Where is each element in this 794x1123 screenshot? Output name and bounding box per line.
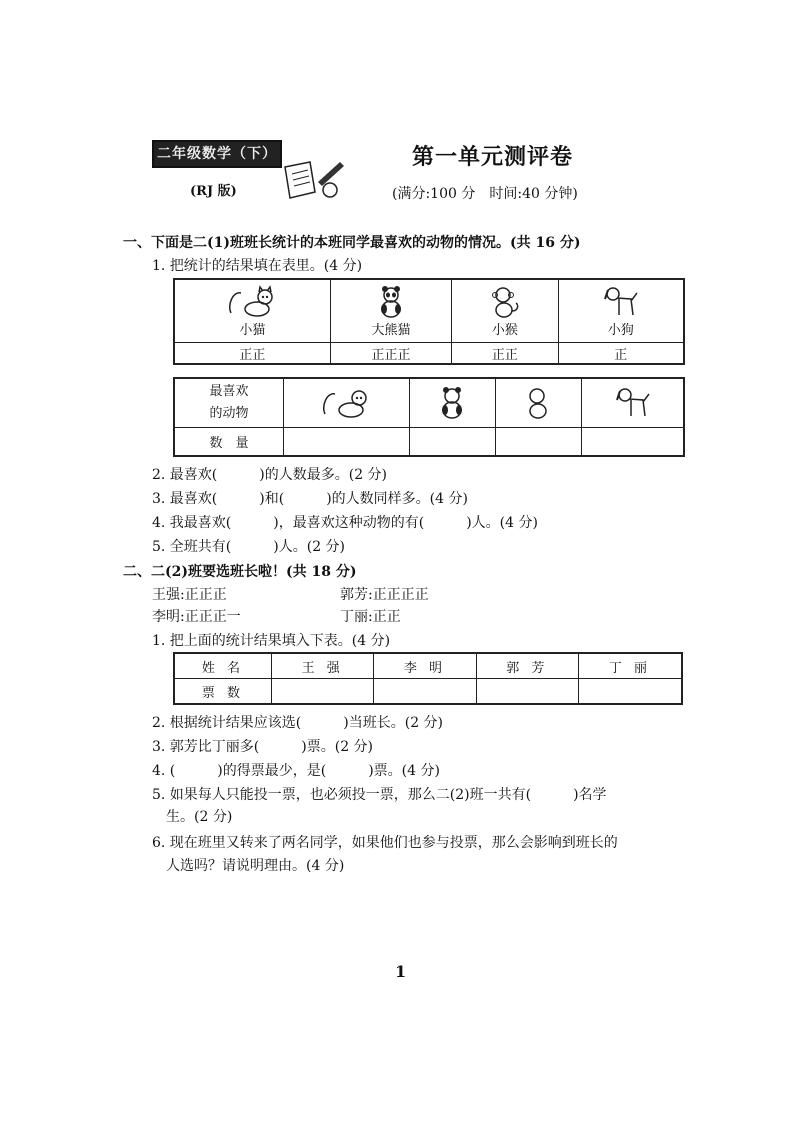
section1-q2: 2. 最喜欢( )的人数最多。(2 分) <box>152 467 388 483</box>
section2-q1: 1. 把上面的统计结果填入下表。(4 分) <box>152 633 391 649</box>
animal-name: 小猫 <box>239 323 266 338</box>
section1-q5: 5. 全班共有( )人。(2 分) <box>152 539 346 555</box>
count-input-cell[interactable] <box>409 428 495 457</box>
panda-icon <box>374 285 408 319</box>
dog-icon <box>613 386 653 420</box>
monkey-icon <box>522 386 556 420</box>
panda-image-cell <box>409 378 495 428</box>
panda-cell <box>330 279 451 343</box>
header-line2: 的动物 <box>209 406 249 421</box>
page-subtitle: (满分:100 分 时间:40 分钟) <box>392 186 578 202</box>
section2-q3: 3. 郭芳比丁丽多( )票。(2 分) <box>152 739 374 755</box>
count-input-cell[interactable] <box>582 428 684 457</box>
cat-cell <box>174 279 330 343</box>
section2-q4: 4. ( )的得票最少，是( )票。(4 分) <box>152 763 440 779</box>
vote-input-cell[interactable] <box>374 679 476 705</box>
section1-heading: 一、下面是二(1)班班长统计的本班同学最喜欢的动物的情况。(共 16 分) <box>123 235 581 251</box>
panda-icon <box>435 386 469 420</box>
name-label: 姓 名 <box>174 653 272 679</box>
page-number: 1 <box>395 962 407 981</box>
section2-q5-line2: 生。(2 分) <box>166 809 233 825</box>
animal-name: 小狗 <box>607 323 634 338</box>
votes-label: 票 数 <box>174 679 272 705</box>
count-label: 数 量 <box>174 428 284 457</box>
header-line1: 最喜欢 <box>209 384 249 399</box>
count-input-cell[interactable] <box>284 428 410 457</box>
tally-cell: 正正 <box>452 343 558 365</box>
name-cell: 郭 芳 <box>476 653 578 679</box>
monkey-cell <box>452 279 558 343</box>
tally-cell: 正正正 <box>330 343 451 365</box>
section1-q3: 3. 最喜欢( )和( )的人数同样多。(4 分) <box>152 491 468 507</box>
cat-icon <box>227 285 277 319</box>
section1-q1: 1. 把统计的结果填在表里。(4 分) <box>152 258 363 274</box>
votes-guo: 郭芳:正正正正 <box>340 587 429 603</box>
dog-image-cell <box>582 378 684 428</box>
dog-icon <box>601 285 641 319</box>
cat-icon <box>321 386 371 420</box>
dog-cell <box>558 279 684 343</box>
monkey-icon <box>488 285 522 319</box>
section2-q5-line1: 5. 如果每人只能投一票，也必须投一票，那么二(2)班一共有( )名学 <box>152 787 607 803</box>
favorite-animal-header <box>174 378 284 428</box>
page-title: 第一单元测评卷 <box>412 144 574 170</box>
cat-image-cell <box>284 378 410 428</box>
animal-count-table <box>173 377 685 457</box>
animal-name: 大熊猫 <box>371 323 411 338</box>
name-cell: 丁 丽 <box>578 653 682 679</box>
book-icon <box>280 152 350 202</box>
votes-ding: 丁丽:正正 <box>340 609 401 625</box>
name-cell: 王 强 <box>272 653 374 679</box>
section2-q6-line1: 6. 现在班里又转来了两名同学，如果他们也参与投票，那么会影响到班长的 <box>152 835 618 851</box>
votes-li: 李明:正正正一 <box>152 609 241 625</box>
section2-q6-line2: 人选吗？请说明理由。(4 分) <box>166 858 345 874</box>
vote-input-cell[interactable] <box>272 679 374 705</box>
tally-table <box>173 278 685 365</box>
animal-name: 小猴 <box>491 323 518 338</box>
section2-q2: 2. 根据统计结果应该选( )当班长。(2 分) <box>152 715 444 731</box>
vote-input-cell[interactable] <box>578 679 682 705</box>
count-input-cell[interactable] <box>495 428 581 457</box>
name-cell: 李 明 <box>374 653 476 679</box>
vote-input-cell[interactable] <box>476 679 578 705</box>
version-label: (RJ 版) <box>190 184 237 199</box>
section1-q4: 4. 我最喜欢( )，最喜欢这种动物的有( )人。(4 分) <box>152 515 538 531</box>
monkey-image-cell <box>495 378 581 428</box>
tally-cell: 正 <box>558 343 684 365</box>
section2-heading: 二、二(2)班要选班长啦！(共 18 分) <box>123 564 357 580</box>
votes-table <box>173 652 683 705</box>
tally-cell: 正正 <box>174 343 330 365</box>
votes-wang: 王强:正正正 <box>152 587 227 603</box>
grade-badge: 二年级数学（下） <box>152 140 282 168</box>
